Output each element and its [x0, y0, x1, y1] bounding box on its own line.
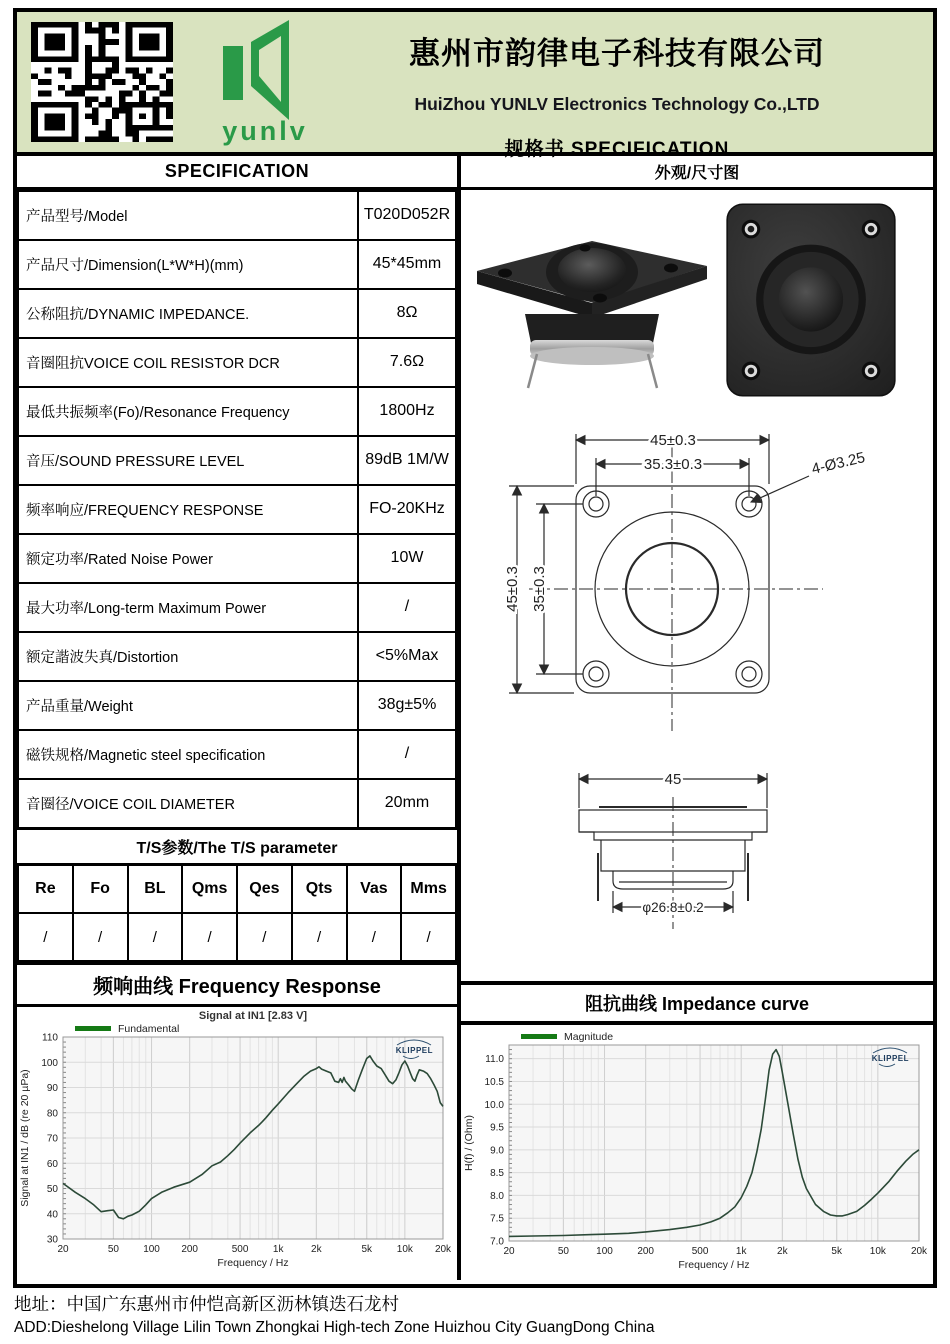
svg-text:2k: 2k: [777, 1246, 788, 1257]
ts-header: Fo: [73, 865, 128, 913]
svg-text:200: 200: [181, 1244, 199, 1255]
svg-text:8.5: 8.5: [490, 1168, 504, 1180]
svg-text:80: 80: [46, 1108, 58, 1120]
spec-value: 10W: [358, 534, 456, 583]
spec-label: 产品型号/Model: [18, 191, 358, 240]
spec-value: 7.6Ω: [358, 338, 456, 387]
svg-text:500: 500: [231, 1244, 249, 1255]
svg-text:70: 70: [46, 1133, 58, 1145]
spec-label: 最低共振频率(Fo)/Resonance Frequency: [18, 387, 358, 436]
svg-text:40: 40: [46, 1209, 58, 1221]
svg-text:1k: 1k: [735, 1246, 747, 1257]
spec-value: 45*45mm: [358, 240, 456, 289]
svg-text:20: 20: [57, 1244, 69, 1255]
doc-title: 规格书 SPECIFICATION: [504, 139, 730, 160]
spec-value: 8Ω: [358, 289, 456, 338]
svg-text:20k: 20k: [434, 1244, 452, 1255]
table-row: [18, 436, 456, 485]
company-name-cn: 惠州市韵律电子科技有限公司: [409, 36, 825, 71]
spec-value: 89dB 1M/W: [358, 436, 456, 485]
ts-value: /: [237, 913, 292, 961]
svg-text:10k: 10k: [869, 1246, 886, 1257]
spec-value: 20mm: [358, 779, 456, 828]
svg-text:10.5: 10.5: [484, 1076, 504, 1088]
svg-text:110: 110: [42, 1032, 58, 1044]
svg-text:100: 100: [41, 1057, 58, 1069]
table-row: [18, 913, 456, 961]
imp-section-title: 阻抗曲线 Impedance curve: [461, 981, 933, 1025]
dim-width-label: 45±0.3: [650, 431, 696, 449]
svg-text:50: 50: [107, 1244, 119, 1255]
header: [17, 12, 933, 160]
ts-value: /: [347, 913, 402, 961]
fr-section-title: 频响曲线 Frequency Response: [17, 962, 457, 1007]
svg-text:11.0: 11.0: [485, 1054, 504, 1066]
document-frame: [13, 8, 937, 1288]
svg-text:20: 20: [503, 1246, 515, 1257]
spec-label: 最大功率/Long-term Maximum Power: [18, 583, 358, 632]
frequency-response-chart: [17, 1007, 455, 1275]
svg-text:5k: 5k: [831, 1246, 842, 1257]
svg-text:10k: 10k: [396, 1244, 413, 1255]
table-row: [18, 730, 456, 779]
impedance-chart: [461, 1025, 931, 1275]
ts-header: Qts: [292, 865, 347, 913]
svg-text:9.5: 9.5: [490, 1122, 504, 1134]
svg-text:8.0: 8.0: [490, 1190, 504, 1202]
svg-text:5k: 5k: [361, 1244, 373, 1255]
svg-text:7.0: 7.0: [490, 1236, 504, 1248]
svg-text:Frequency / Hz: Frequency / Hz: [217, 1257, 289, 1269]
svg-text:100: 100: [143, 1244, 160, 1255]
spec-label: 产品重量/Weight: [18, 681, 358, 730]
svg-text:KLIPPEL: KLIPPEL: [871, 1054, 909, 1063]
table-row: [18, 681, 456, 730]
table-row: [18, 865, 456, 913]
front-dimension-drawing-area: [461, 426, 933, 761]
spec-section-title: SPECIFICATION: [17, 156, 457, 190]
ts-header: Qms: [182, 865, 237, 913]
svg-text:H(f) / (Ohm): H(f) / (Ohm): [463, 1115, 475, 1171]
svg-text:Magnitude: Magnitude: [564, 1031, 614, 1043]
ts-header: Qes: [237, 865, 292, 913]
spec-value: FO-20KHz: [358, 485, 456, 534]
dim-inner-height-label: 35±0.3: [531, 566, 548, 612]
qr-code: [31, 22, 173, 142]
svg-text:7.5: 7.5: [490, 1213, 504, 1225]
spec-label: 磁铁规格/Magnetic steel specification: [18, 730, 358, 779]
ts-section-title: T/S参数/The T/S parameter: [17, 829, 457, 864]
svg-text:9.0: 9.0: [490, 1145, 504, 1157]
main-columns: [17, 156, 933, 1280]
table-row: [18, 779, 456, 828]
table-row: [18, 387, 456, 436]
ts-value: /: [401, 913, 456, 961]
holes-callout-label: 4-Ø3.25: [810, 449, 867, 478]
spec-label: 音圈阻抗VOICE COIL RESISTOR DCR: [18, 338, 358, 387]
right-column: [461, 156, 933, 1280]
spec-value: 1800Hz: [358, 387, 456, 436]
table-row: [18, 485, 456, 534]
ts-value: /: [182, 913, 237, 961]
logo-bar: [223, 46, 243, 100]
spec-label: 产品尺寸/Dimension(L*W*H)(mm): [18, 240, 358, 289]
svg-text:50: 50: [46, 1184, 58, 1195]
svg-text:Frequency / Hz: Frequency / Hz: [678, 1259, 750, 1271]
svg-text:Fundamental: Fundamental: [118, 1023, 180, 1035]
spec-value: T020D052R: [358, 191, 456, 240]
svg-text:200: 200: [637, 1246, 655, 1257]
side-dimension-drawing: [461, 761, 933, 976]
header-titles: [317, 12, 917, 161]
ts-value: /: [18, 913, 73, 961]
left-column: [17, 156, 461, 1280]
spec-table: [17, 190, 457, 829]
address-en: ADD:Dieshelong Village Lilin Town Zhongkai High-tech Zone Huizhou City GuangDong China: [14, 1319, 655, 1336]
speaker-photo-side-view: [467, 216, 717, 411]
svg-text:60: 60: [46, 1158, 58, 1170]
svg-text:1k: 1k: [272, 1244, 284, 1255]
ts-value: /: [73, 913, 128, 961]
spec-label: 额定功率/Rated Noise Power: [18, 534, 358, 583]
ts-header: Mms: [401, 865, 456, 913]
spec-value: 38g±5%: [358, 681, 456, 730]
appearance-section-title: 外观/尺寸图: [461, 156, 933, 190]
product-photos: [461, 190, 933, 426]
spec-label: 音压/SOUND PRESSURE LEVEL: [18, 436, 358, 485]
svg-text:90: 90: [46, 1083, 58, 1094]
ts-header: BL: [128, 865, 183, 913]
side-dim-width-label: 45: [664, 770, 682, 788]
dim-height-label: 45±0.3: [504, 566, 521, 612]
front-dimension-drawing: [461, 426, 933, 756]
svg-text:50: 50: [557, 1246, 569, 1257]
ts-value: /: [292, 913, 347, 961]
table-row: [18, 191, 456, 240]
svg-text:Signal at IN1 [2.83 V]: Signal at IN1 [2.83 V]: [198, 1010, 308, 1022]
frequency-response-chart-area: [17, 1007, 457, 1280]
table-row: [18, 240, 456, 289]
svg-text:2k: 2k: [311, 1244, 322, 1255]
spec-label: 公称阻抗/DYNAMIC IMPEDANCE.: [18, 289, 358, 338]
address-cn: 地址：中国广东惠州市仲恺高新区沥林镇迭石龙村: [14, 1294, 399, 1314]
spec-label: 额定諧波失真/Distortion: [18, 632, 358, 681]
svg-text:20k: 20k: [910, 1246, 928, 1257]
ts-header: Vas: [347, 865, 402, 913]
impedance-chart-area: [461, 1025, 933, 1280]
side-dim-dome-label: φ26.8±0.2: [642, 899, 704, 915]
table-row: [18, 338, 456, 387]
table-row: [18, 632, 456, 681]
spec-value: /: [358, 730, 456, 779]
svg-text:10.0: 10.0: [484, 1099, 504, 1111]
spec-label: 音圈径/VOICE COIL DIAMETER: [18, 779, 358, 828]
svg-text:30: 30: [46, 1234, 58, 1246]
ts-header: Re: [18, 865, 73, 913]
logo-wordmark: yunlv: [222, 116, 308, 146]
table-row: [18, 583, 456, 632]
ts-table: [17, 864, 457, 962]
svg-text:500: 500: [691, 1246, 709, 1257]
speaker-photo-front-view: [723, 198, 899, 402]
spec-label: 频率响应/FREQUENCY RESPONSE: [18, 485, 358, 534]
dim-hole-span-label: 35.3±0.3: [643, 455, 703, 473]
ts-value: /: [128, 913, 183, 961]
svg-text:Signal at IN1 / dB (re 20 µPa): Signal at IN1 / dB (re 20 µPa): [19, 1069, 31, 1207]
svg-text:KLIPPEL: KLIPPEL: [395, 1046, 433, 1055]
company-name-en: HuiZhou YUNLV Electronics Technology Co.,LTD: [414, 94, 820, 114]
footer-address: [14, 1288, 934, 1337]
spec-value: /: [358, 583, 456, 632]
yunlv-logo: [205, 18, 325, 146]
side-dimension-drawing-area: [461, 761, 933, 981]
spec-value: <5%Max: [358, 632, 456, 681]
svg-text:100: 100: [596, 1246, 613, 1257]
table-row: [18, 289, 456, 338]
table-row: [18, 534, 456, 583]
